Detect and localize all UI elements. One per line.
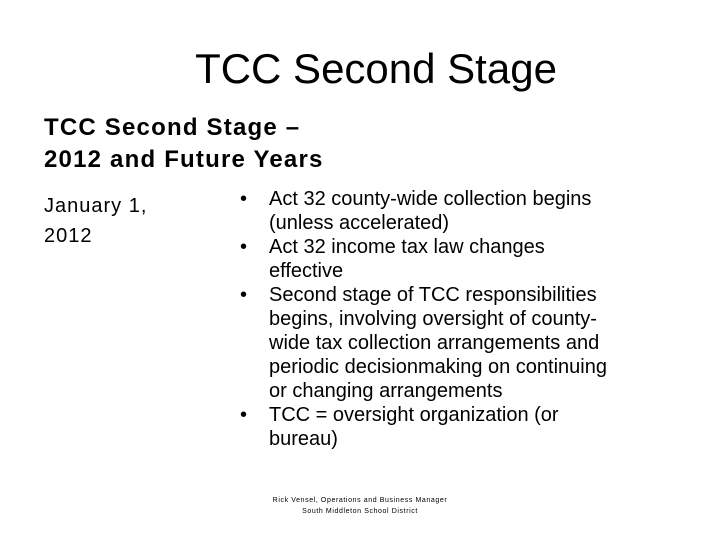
- subtitle-line: TCC Second Stage –: [44, 114, 301, 141]
- date-label: [44, 191, 194, 251]
- bullet-item: [240, 235, 690, 283]
- bullet-item: [240, 187, 690, 235]
- bullet-text-line: periodic decisionmaking on continuing: [269, 356, 607, 378]
- bullet-text-line: Act 32 county-wide collection begins: [269, 188, 592, 210]
- bullet-text-line: Second stage of TCC responsibilities: [269, 284, 597, 306]
- slide-footer: [200, 495, 520, 517]
- bullet-icon: •: [240, 236, 248, 258]
- date-line: January 1,: [44, 195, 148, 217]
- slide-subtitle: [44, 112, 524, 176]
- bullet-text-line: effective: [269, 260, 344, 282]
- bullet-list: [240, 187, 690, 451]
- bullet-icon: •: [240, 188, 248, 210]
- subtitle-line: 2012 and Future Years: [44, 146, 324, 173]
- bullet-text-line: wide tax collection arrangements and: [269, 332, 600, 354]
- bullet-text-line: TCC = oversight organization (or: [269, 404, 559, 426]
- footer-line: Rick Vensel, Operations and Business Manager: [272, 497, 448, 504]
- footer-line: South Middleton School District: [302, 508, 418, 515]
- bullet-text-line: (unless accelerated): [269, 212, 450, 234]
- bullet-text-line: or changing arrangements: [269, 380, 503, 402]
- date-line: 2012: [44, 225, 93, 247]
- slide-title: TCC Second Stage: [195, 45, 557, 92]
- bullet-item: [240, 283, 690, 403]
- bullet-text-line: begins, involving oversight of county-: [269, 308, 597, 330]
- bullet-icon: •: [240, 404, 248, 426]
- bullet-icon: •: [240, 284, 248, 306]
- bullet-item: [240, 403, 690, 451]
- bullet-text-line: bureau): [269, 428, 338, 450]
- bullet-text-line: Act 32 income tax law changes: [269, 236, 545, 258]
